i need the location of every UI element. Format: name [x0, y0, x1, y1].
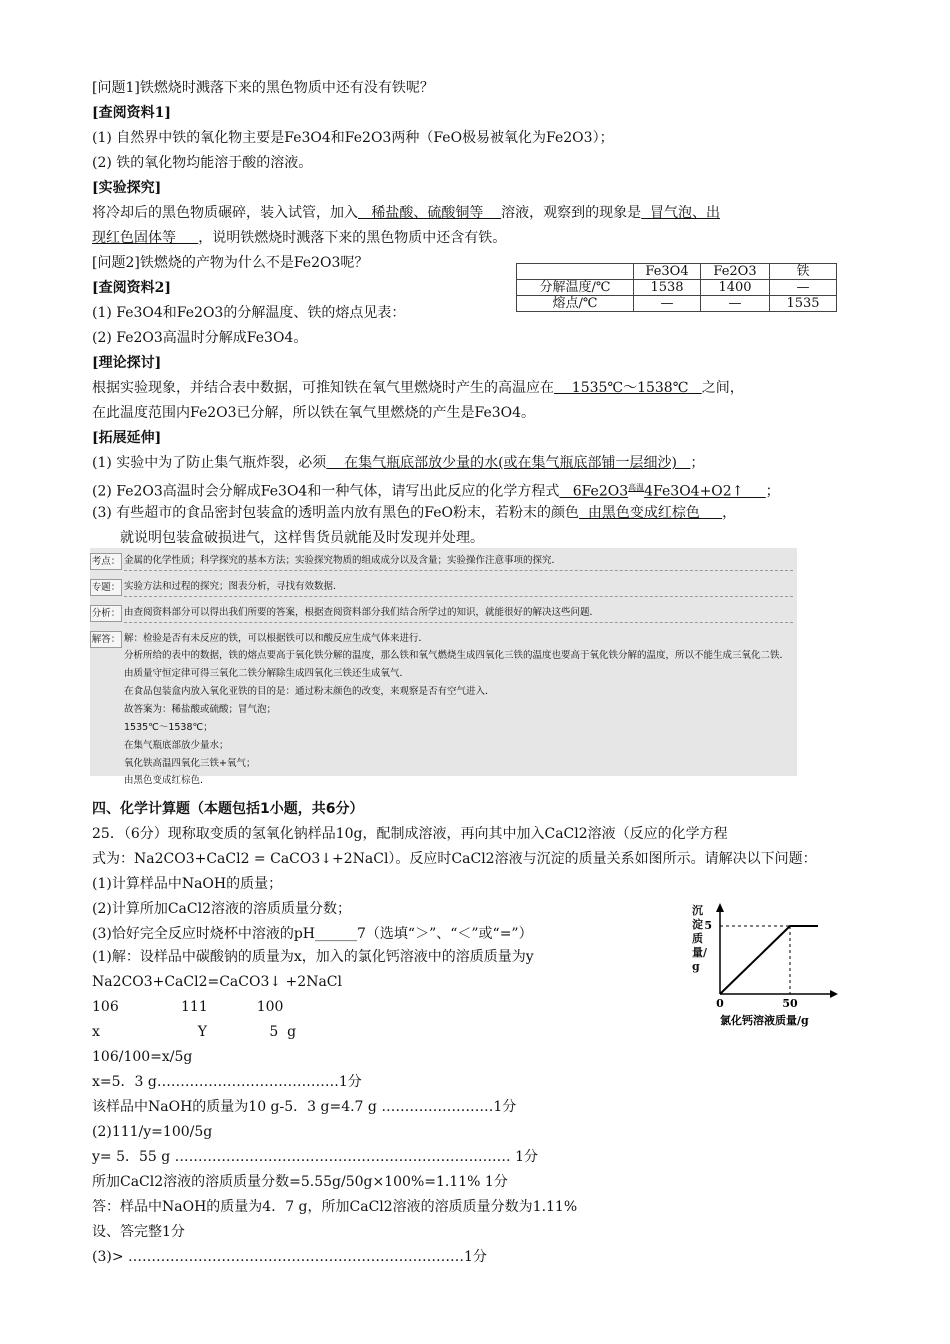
answer-line: (3)> ………………………………………………………………1分 [92, 1249, 487, 1265]
jieda-line: 氧化铁高温四氧化三铁+氧气； [124, 758, 256, 769]
jieda-tag: 解答： [90, 631, 122, 648]
fill-answer-ext2: 6Fe2O3 [559, 483, 629, 500]
table-header-row [517, 264, 837, 280]
jieda-line: 故答案为：稀盐酸或硫酸；冒气泡； [124, 704, 277, 715]
divider [124, 622, 793, 623]
theory-line-1 [92, 378, 744, 398]
text: 将冷却后的黑色物质碾碎，装入试管，加入 [92, 205, 358, 221]
x-axis-label: 氯化钙溶液质量/g [720, 1014, 809, 1027]
answer-line: 设、答完整1分 [92, 1224, 185, 1240]
fill-answer-1: 稀盐酸、硫酸铜等 [358, 205, 502, 221]
answer-line: 106 111 100 [92, 999, 284, 1015]
text: ； [765, 483, 780, 500]
text: 溶液，观察到的现象是 [501, 205, 642, 221]
reaction-condition: 高温 [628, 483, 645, 492]
ref1-title: [查阅资料1] [92, 105, 171, 121]
table-cell [517, 264, 634, 280]
jieda-line: 在集气瓶底部放少量水； [124, 740, 229, 751]
answer-line: (1)解：设样品中碳酸钠的质量为x，加入的氯化钙溶液中的溶质质量为y [92, 949, 534, 965]
solution-panel [90, 548, 797, 786]
theory-line-2: 在此温度范围内Fe2O3已分解，所以铁在氧气里燃烧的产生是Fe3O4。 [92, 405, 536, 421]
x-axis-arrow [830, 990, 838, 998]
jieda-line: 在食品包装盒内放入氧化亚铁的目的是：通过粉末颜色的改变，来观察是否有空气进入． [124, 686, 495, 697]
fill-answer-ext3: 由黑色变成红棕色 [579, 505, 723, 521]
table-cell: Fe2O3 [701, 264, 770, 280]
ref1-item-1: (1) 自然界中铁的氧化物主要是Fe3O4和Fe2O3两种（FeO极易被氧化为Fe2O3）； [92, 130, 614, 146]
fill-answer-ext2b: 4Fe3O4+O2↑ [644, 483, 766, 500]
q25-line-2: 式为：Na2CO3+CaCl2 = CaCO3↓+2NaCl）。反应时CaCl2溶液与沉淀的质量关系如图所示。请解决以下问题： [92, 851, 817, 867]
answer-line: x=5．3 g…………………………………1分 [92, 1074, 362, 1090]
part4-heading: 四、化学计算题（本题包括1小题，共6分） [92, 801, 364, 817]
text: ， [722, 505, 737, 521]
experiment-line-2 [92, 228, 506, 248]
ref2-item-1: (1) Fe3O4和Fe2O3的分解温度、铁的熔点见表： [92, 305, 406, 321]
jieda-line: 由质量守恒定律可得三氧化二铁分解除生成四氧化三铁还生成氧气． [124, 668, 410, 679]
divider [124, 570, 793, 571]
q25-line-1: 25．（6分）现称取变质的氢氧化钠样品10g，配制成溶液，再向其中加入CaCl2溶液（反应的化学方程 [92, 826, 728, 842]
q25-sub-3: (3)恰好完全反应时烧杯中溶液的pH______7（选填“＞”、“＜”或“=”） [92, 926, 533, 942]
answer-line: 该样品中NaOH的质量为10 g-5．3 g=4.7 g ……………………1分 [92, 1099, 517, 1115]
y-axis-arrow [716, 903, 724, 912]
y-tick-label: 5 [704, 919, 712, 932]
q25-sub-1: (1)计算样品中NaOH的质量； [92, 876, 283, 892]
table-cell: 铁 [770, 264, 837, 280]
fill-answer-2: 冒气泡、出 [641, 205, 721, 221]
answer-line: Na2CO3+CaCl2=CaCO3↓ +2NaCl [92, 974, 342, 990]
jieda-line: 分析所给的表中的数据，铁的熔点要高于氧化铁分解的温度，那么铁和氧气燃烧生成四氧化三铁的温度也要高于氧化铁分解的温度，所以不能生成三氧化二铁． [124, 650, 790, 661]
question-1: [问题1]铁燃烧时溅落下来的黑色物质中还有没有铁呢？ [92, 80, 434, 96]
property-table [516, 263, 837, 312]
fill-answer-temp: 1535℃～1538℃ [554, 380, 702, 396]
answer-line: x Y 5 g [92, 1024, 297, 1040]
answer-line: (2)111/y=100/5g [92, 1124, 213, 1140]
q25-sub-2: (2)计算所加CaCl2溶液的溶质质量分数； [92, 901, 351, 917]
fenxi-text: 由查阅资料部分可以得出我们所要的答案，根据查阅资料部分我们结合所学过的知识，就能很好的解决这些问题． [124, 607, 600, 618]
table-row [517, 280, 837, 296]
answer-line: 所加CaCl2溶液的溶质质量分数=5.55g/50g×100%=1.11% 1分 [92, 1174, 508, 1190]
table-cell: 1538 [634, 280, 701, 296]
text: ，说明铁燃烧时溅落下来的黑色物质中还含有铁。 [198, 230, 507, 246]
y-axis-label: 沉淀质量/g [692, 904, 708, 973]
jieda-line: 由黑色变成红棕色． [124, 775, 210, 786]
extension-3 [92, 503, 736, 523]
extension-1 [92, 453, 704, 473]
ref2-item-2: (2) Fe2O3高温时分解成Fe3O4。 [92, 330, 308, 346]
answer-line: y= 5．55 g ……………………………………………………………… 1分 [92, 1149, 539, 1165]
theory-title: [理论探讨] [92, 355, 162, 371]
ref1-item-2: (2) 铁的氧化物均能溶于酸的溶液。 [92, 155, 313, 171]
jieda-line: 1535℃～1538℃； [124, 722, 213, 733]
fenxi-tag: 分析： [90, 605, 122, 622]
extension-3-cont: 就说明包装盒破损进气，这样售货员就能及时发现并处理。 [120, 530, 484, 546]
text: ； [690, 455, 705, 471]
table-cell: 1535 [770, 296, 837, 312]
kaodian-tag: 考点： [90, 553, 122, 570]
text: 之间， [701, 380, 744, 396]
table-cell: — [634, 296, 701, 312]
table-cell: 1400 [701, 280, 770, 296]
text: (3) 有些超市的食品密封包装盒的透明盖内放有黑色的FeO粉末，若粉末的颜色 [92, 505, 579, 521]
text: (2) Fe2O3高温时会分解成Fe3O4和一种气体，请写出此反应的化学方程式 [92, 483, 560, 500]
answer-line: 106/100=x/5g [92, 1049, 193, 1065]
experiment-line-1 [92, 203, 720, 223]
answer-line: 答：样品中NaOH的质量为4．7 g，所加CaCl2溶液的溶质质量分数为1.11% [92, 1199, 578, 1215]
table-cell: 分解温度/℃ [517, 280, 634, 296]
precipitate-graph [690, 898, 840, 1028]
table-row [517, 296, 837, 312]
table-cell: — [701, 296, 770, 312]
origin-label: 0 [716, 997, 724, 1010]
extension-title: [拓展延伸] [92, 430, 162, 446]
data-line [720, 926, 818, 994]
extension-2 [92, 478, 780, 502]
text: 根据实验现象，并结合表中数据，可推知铁在氧气里燃烧时产生的高温应在 [92, 380, 554, 396]
table-cell: 熔点/℃ [517, 296, 634, 312]
graph-svg [690, 898, 840, 1028]
divider [124, 596, 793, 597]
question-2: [问题2]铁燃烧的产物为什么不是Fe2O3呢？ [92, 255, 369, 271]
zhuanti-tag: 专题： [90, 579, 122, 596]
experiment-title: [实验探究] [92, 180, 162, 196]
fill-answer-ext1: 在集气瓶底部放少量的水(或在集气瓶底部铺一层细沙) [326, 455, 691, 471]
table-cell: — [770, 280, 837, 296]
jieda-line: 解：检验是否有未反应的铁，可以根据铁可以和酸反应生成气体来进行． [124, 633, 429, 644]
x-tick-label: 50 [782, 997, 798, 1010]
kaodian-text: 金属的化学性质；科学探究的基本方法；实验探究物质的组成成分以及含量；实验操作注意事项的探究． [124, 555, 562, 566]
fill-answer-2b: 现红色固体等 [92, 230, 199, 246]
zhuanti-text: 实验方法和过程的探究；图表分析，寻找有效数据． [124, 581, 343, 592]
ref2-title: [查阅资料2] [92, 280, 171, 296]
text: (1) 实验中为了防止集气瓶炸裂，必须 [92, 455, 327, 471]
table-cell: Fe3O4 [634, 264, 701, 280]
